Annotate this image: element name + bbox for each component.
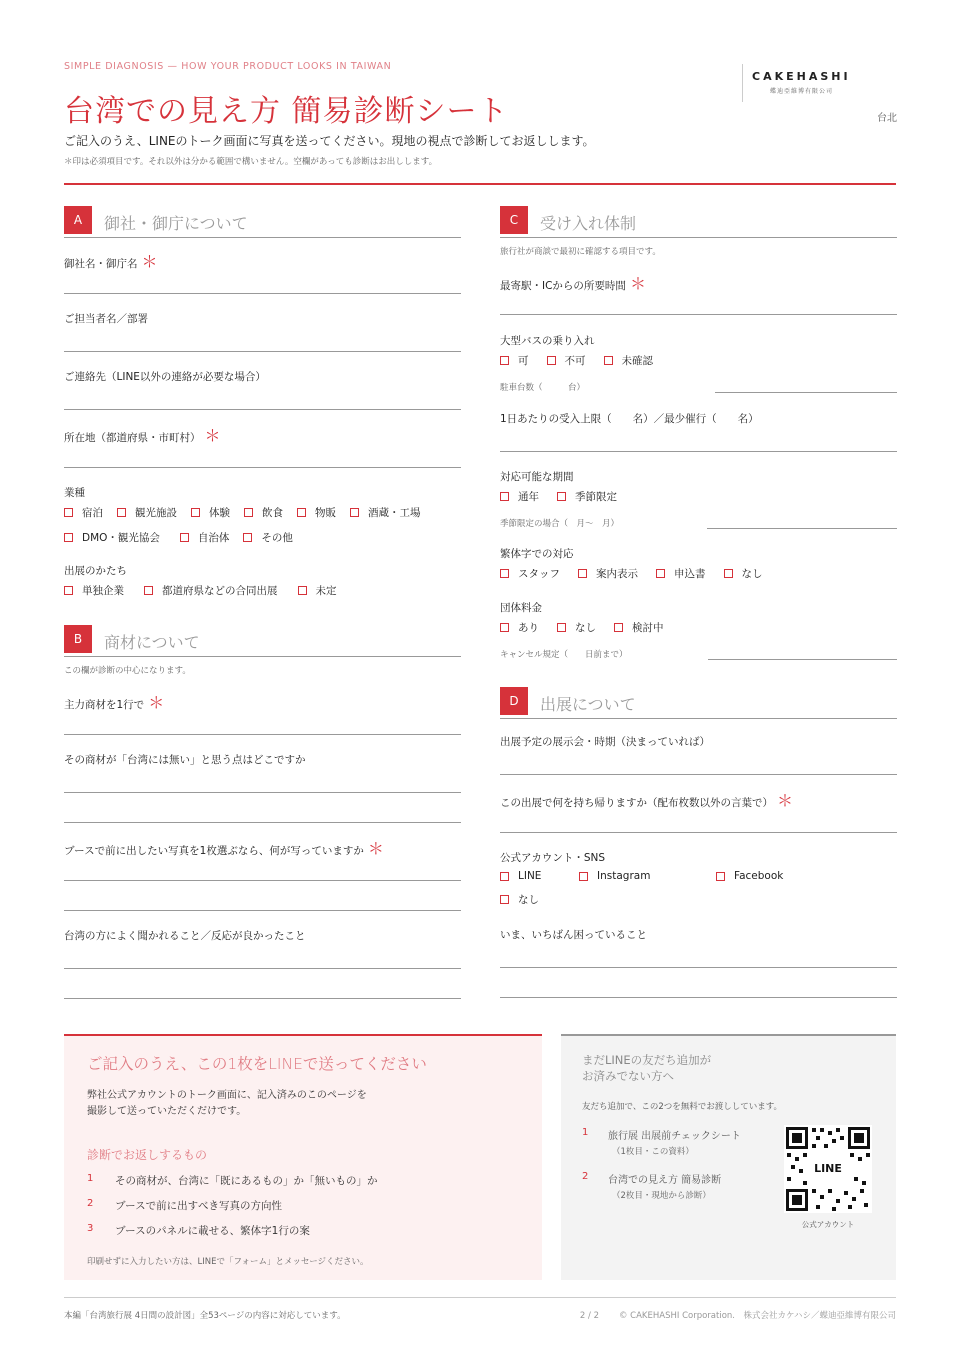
footer-right (580, 1309, 896, 1321)
qr-line-label: LINE (814, 1162, 842, 1175)
checkbox-icon (117, 508, 126, 517)
option-label: 自治体 (197, 532, 230, 544)
option-label: 都道府県などの合同出展 (162, 585, 278, 597)
sns-label: 公式アカウント・SNS (500, 852, 606, 864)
item-text: 台湾での見え方 簡易診断 (608, 1175, 722, 1186)
location-label: 所在地（都道府県・市町村） (64, 432, 201, 444)
checkbox-trad-1[interactable] (578, 566, 638, 581)
section-a-title: 御社・御庁について (104, 214, 248, 233)
friend-title: まだLINEの友だち追加が お済みでない方へ (582, 1053, 712, 1083)
option-label: 未確認 (621, 355, 653, 367)
checkbox-form-1[interactable] (144, 583, 278, 598)
friend-item-2 (582, 1171, 721, 1201)
asked-label: 台湾の方によく聞かれること／反応が良かったこと (64, 930, 306, 942)
takeaway-input-line[interactable] (500, 819, 897, 833)
checkbox-icon (656, 569, 665, 578)
section-c-title: 受け入れ体制 (540, 214, 637, 233)
access-label: 最寄駅・ICからの所要時間 (500, 280, 626, 292)
checkbox-trad-0[interactable] (500, 566, 560, 581)
section-b (64, 625, 461, 657)
industry-label: 業種 (64, 487, 85, 499)
unique-field[interactable] (64, 748, 461, 767)
checkbox-icon (716, 872, 725, 881)
unique-label: その商材が「台湾には無い」と思う点はどこですか (64, 754, 306, 766)
checkbox-sns-line[interactable] (500, 870, 579, 882)
item-text: ブースのパネルに載せる、繁体字1行の案 (115, 1225, 310, 1237)
alt-contact-label: ご連絡先（LINE以外の連絡が必要な場合） (64, 371, 266, 383)
bus-options (500, 353, 897, 368)
industry-options (64, 505, 464, 545)
option-label: なし (575, 622, 596, 634)
item-number: 1 (582, 1127, 589, 1138)
section-d (500, 687, 897, 719)
required-note: ＊印は必須項目です。それ以外は分かる範囲で構いません。空欄があっても診断はお出しします。 (64, 157, 438, 167)
unique-input-line-1[interactable] (64, 779, 461, 793)
option-label: 可 (518, 355, 529, 367)
trouble-input-line-1[interactable] (500, 954, 897, 968)
checkbox-industry-7[interactable] (180, 530, 230, 545)
asked-field[interactable] (64, 924, 461, 943)
capacity-input-line[interactable] (500, 438, 897, 452)
checkbox-icon (244, 508, 253, 517)
checkbox-industry-4[interactable] (297, 505, 336, 520)
option-label: なし (518, 894, 539, 906)
checkbox-icon (578, 569, 587, 578)
friend-body: 友だち追加で、この2つを無料でお渡ししています。 (582, 1102, 783, 1112)
checkbox-icon (500, 895, 509, 904)
sns-options (500, 870, 897, 907)
option-label: Instagram (597, 870, 651, 882)
item-number: 2 (582, 1171, 589, 1182)
checkbox-form-0[interactable] (64, 583, 124, 598)
section-a (64, 206, 461, 238)
checkbox-icon (724, 569, 733, 578)
list-item (87, 1198, 378, 1223)
unique-input-line-2[interactable] (64, 809, 461, 823)
checkbox-bus-2[interactable] (604, 353, 654, 368)
cta-title: ご記入のうえ、この1枚をLINEで送ってください (87, 1055, 427, 1073)
form-label: 出展のかたち (64, 565, 127, 577)
section-d-title: 出展について (540, 695, 636, 714)
trad-options (500, 566, 897, 581)
season-input-line[interactable] (707, 516, 897, 529)
option-label: 申込書 (674, 568, 706, 580)
access-input-line[interactable] (500, 301, 897, 315)
option-label: スタッフ (518, 568, 560, 580)
trouble-label: いま、いちばん困っていること (500, 929, 647, 941)
page-title: 台湾での見え方 簡易診断シート (64, 94, 509, 129)
section-b-header (64, 625, 461, 657)
item-text: その商材が、台湾に「既にあるもの」か「無いもの」か (115, 1175, 378, 1187)
alt-contact-input-line[interactable] (64, 396, 461, 410)
checkbox-group-2[interactable] (614, 620, 664, 635)
option-label: LINE (518, 870, 542, 882)
section-c (500, 206, 897, 238)
section-c-header (500, 206, 897, 238)
option-label: あり (518, 622, 539, 634)
option-label: その他 (261, 532, 293, 544)
required-star: ＊ (629, 274, 646, 293)
eyebrow-text: SIMPLE DIAGNOSIS — HOW YOUR PRODUCT LOOKS IN TAIWAN (64, 61, 392, 72)
trad-label: 繁体字での対応 (500, 548, 574, 560)
checkbox-icon (64, 533, 73, 542)
contact-input-line[interactable] (64, 338, 461, 352)
period-options (500, 489, 897, 504)
photo-field[interactable] (64, 836, 461, 859)
checkbox-sns-facebook[interactable] (716, 870, 783, 882)
item-sub: （1枚目・この資料） (612, 1147, 694, 1157)
period-label: 対応可能な期間 (500, 471, 574, 483)
parking-field[interactable] (500, 377, 897, 393)
item-number: 2 (87, 1198, 94, 1209)
option-label: 不可 (564, 355, 586, 367)
option-label: 酒蔵・工場 (368, 507, 421, 519)
photo-label: ブースで前に出したい写真を1枚選ぶなら、何が写っていますか (64, 845, 364, 857)
contact-field[interactable] (64, 307, 461, 326)
option-label: 物販 (315, 507, 336, 519)
asked-input-line-2[interactable] (64, 985, 461, 999)
item-number: 3 (87, 1223, 94, 1234)
parking-label: 駐車台数（ 台） (500, 383, 586, 393)
checkbox-period-0[interactable] (500, 489, 539, 504)
group-label: 団体料金 (500, 602, 542, 614)
access-field[interactable] (500, 271, 897, 294)
checkbox-icon (64, 508, 73, 517)
checkbox-industry-0[interactable] (64, 505, 103, 520)
main-product-input-line[interactable] (64, 721, 461, 735)
option-label: 宿泊 (82, 507, 103, 519)
checkbox-icon (614, 623, 623, 632)
option-label: 未定 (315, 585, 337, 597)
bus-label-wrap (500, 329, 897, 348)
expo-label: 出展予定の展示会・時期（決まっていれば） (500, 736, 710, 748)
alt-contact-field[interactable] (64, 365, 461, 384)
checkbox-icon (500, 623, 509, 632)
option-label: 体験 (209, 507, 230, 519)
checkbox-bus-0[interactable] (500, 353, 529, 368)
required-star: ＊ (367, 839, 384, 858)
option-label: 通年 (518, 491, 539, 503)
asked-input-line-1[interactable] (64, 955, 461, 969)
qr-caption: 公式アカウント (801, 1220, 855, 1229)
expo-input-line[interactable] (500, 761, 897, 775)
main-product-label: 主力商材を1行で (64, 699, 145, 711)
list-item (87, 1173, 378, 1198)
section-c-badge: C (500, 206, 528, 234)
checkbox-icon (243, 533, 252, 542)
takeaway-field[interactable] (500, 788, 897, 811)
section-b-badge: B (64, 625, 92, 653)
checkbox-icon (191, 508, 200, 517)
expo-field[interactable] (500, 730, 897, 749)
section-b-title: 商材について (104, 633, 200, 652)
checkbox-trad-2[interactable] (656, 566, 706, 581)
checkbox-icon (579, 872, 588, 881)
cta-body: 弊社公式アカウントのトーク画面に、記入済みのこのページを 撮影して送っていただくだけです。 (87, 1090, 367, 1117)
checkbox-icon (180, 533, 189, 542)
takeaway-label: この出展で何を持ち帰りますか（配布枚数以外の言葉で） (500, 797, 773, 809)
checkbox-icon (557, 492, 566, 501)
send-via-line-panel (64, 1034, 542, 1280)
logo-subtitle: 蝶迪亞維博有限公司 (770, 88, 834, 95)
copyright: © CAKEHASHI Corporation. 株式会社カケハシ／蝶迪亞維博有限公司 (618, 1311, 896, 1321)
add-friend-panel (561, 1034, 896, 1280)
option-label: 季節限定 (575, 491, 617, 503)
header-rule (64, 183, 896, 185)
line-qr-code[interactable] (784, 1125, 872, 1213)
main-product-field[interactable] (64, 690, 461, 713)
lead-text: ご記入のうえ、LINEのトーク画面に写真を送ってください。現地の視点で診断してお返しします。 (64, 134, 595, 148)
checkbox-group-0[interactable] (500, 620, 539, 635)
cta-footnote: 印刷せずに入力したい方は、LINEで「フォーム」とメッセージください。 (87, 1257, 369, 1267)
option-label: 観光施設 (135, 507, 177, 519)
form-options (64, 583, 464, 598)
section-a-badge: A (64, 206, 92, 234)
checkbox-industry-8[interactable] (243, 530, 293, 545)
page-number: 2 / 2 (579, 1311, 599, 1321)
checkbox-sns-none[interactable] (500, 892, 883, 907)
friend-item-1 (582, 1127, 741, 1157)
checkbox-icon (557, 623, 566, 632)
required-star: ＊ (148, 693, 165, 712)
checkbox-icon (350, 508, 359, 517)
checkbox-icon (64, 586, 73, 595)
parking-input-line[interactable] (715, 380, 897, 393)
trouble-input-line-2[interactable] (500, 984, 897, 998)
option-label: 飲食 (262, 507, 283, 519)
section-d-header (500, 687, 897, 719)
footer-note: 本編「台湾旅行展 4日間の設計図」全53ページの内容に対応しています。 (64, 1311, 346, 1321)
checkbox-industry-2[interactable] (191, 505, 230, 520)
checkbox-icon (500, 356, 509, 365)
checkbox-icon (297, 508, 306, 517)
cancel-label: キャンセル規定（ 日前まで） (500, 650, 628, 660)
checkbox-icon (604, 356, 613, 365)
capacity-label: 1日あたりの受入上限（ 名）／最少催行（ 名） (500, 413, 759, 425)
section-a-header (64, 206, 461, 238)
contact-label: ご担当者名／部署 (64, 313, 148, 325)
checkbox-group-1[interactable] (557, 620, 596, 635)
checkbox-industry-1[interactable] (117, 505, 177, 520)
company-label: 御社名・御庁名 (64, 258, 138, 270)
location-field[interactable] (64, 423, 461, 446)
company-input-line[interactable] (64, 280, 461, 294)
option-label: DMO・観光協会 (82, 532, 160, 544)
logo-divider (742, 64, 743, 102)
checkbox-sns-instagram[interactable] (579, 870, 716, 882)
option-label: 検討中 (632, 622, 664, 634)
checkbox-industry-5[interactable] (350, 505, 421, 520)
cancel-field[interactable] (500, 644, 897, 660)
footer-rule (64, 1297, 896, 1298)
trad-label-wrap (500, 542, 897, 561)
cta-return-title: 診断でお返しするもの (87, 1148, 208, 1162)
photo-input-line-1[interactable] (64, 867, 461, 881)
required-star: ＊ (204, 426, 221, 445)
checkbox-industry-3[interactable] (244, 505, 283, 520)
item-text: 旅行展 出展前チェックシート (608, 1131, 741, 1142)
required-star: ＊ (777, 791, 794, 810)
season-field[interactable] (500, 513, 897, 529)
list-item (87, 1223, 378, 1248)
checkbox-period-1[interactable] (557, 489, 617, 504)
checkbox-icon (500, 492, 509, 501)
option-label: なし (741, 568, 763, 580)
logo: CAKEHASHI (752, 70, 851, 83)
section-d-badge: D (500, 687, 528, 715)
checkbox-icon (547, 356, 556, 365)
section-b-note: この欄が診断の中心になります。 (64, 666, 191, 676)
cta-list (87, 1173, 378, 1248)
checkbox-icon (500, 569, 509, 578)
bus-label: 大型バスの乗り入れ (500, 335, 595, 347)
checkbox-icon (500, 872, 509, 881)
trouble-field[interactable] (500, 923, 897, 942)
photo-input-line-2[interactable] (64, 897, 461, 911)
checkbox-icon (144, 586, 153, 595)
sns-label-wrap (500, 846, 897, 865)
industry-label-wrap (64, 481, 461, 500)
capacity-field[interactable] (500, 407, 897, 426)
season-label: 季節限定の場合（ 月〜 月） (500, 519, 620, 529)
option-label: 単独企業 (82, 585, 124, 597)
city-label: 台北 (877, 113, 897, 124)
section-c-note: 旅行社が商談で最初に確認する項目です。 (500, 247, 661, 257)
group-label-wrap (500, 596, 897, 615)
location-input-line[interactable] (64, 454, 461, 468)
form-label-wrap (64, 559, 461, 578)
cancel-input-line[interactable] (708, 647, 897, 660)
item-sub: （2枚目・現地から診断） (612, 1191, 711, 1201)
item-number: 1 (87, 1173, 94, 1184)
group-options (500, 620, 897, 635)
checkbox-icon (298, 586, 307, 595)
checkbox-form-2[interactable] (298, 583, 337, 598)
checkbox-trad-3[interactable] (724, 566, 763, 581)
item-text: ブースで前に出すべき写真の方向性 (115, 1200, 282, 1212)
option-label: Facebook (734, 870, 784, 882)
required-star: ＊ (141, 252, 158, 271)
checkbox-industry-6[interactable] (64, 530, 160, 545)
checkbox-bus-1[interactable] (547, 353, 586, 368)
period-label-wrap (500, 465, 897, 484)
option-label: 案内表示 (596, 568, 638, 580)
